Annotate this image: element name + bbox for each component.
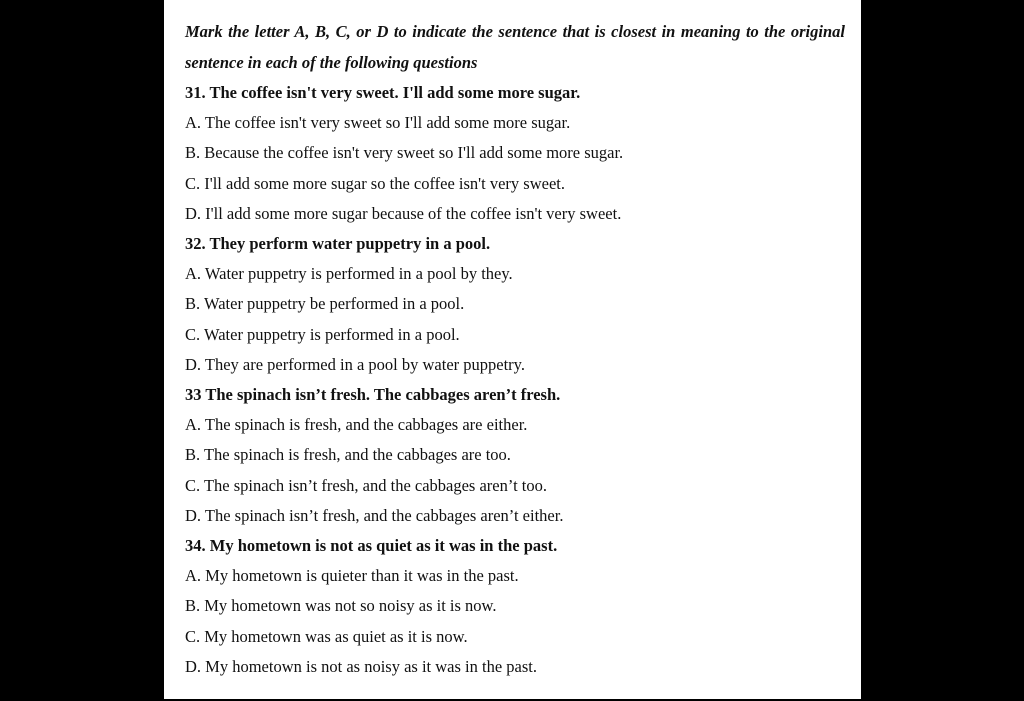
option-33-c: C. The spinach isn’t fresh, and the cabbages aren’t too. [185,475,547,495]
option-34-a: A. My hometown is quieter than it was in the past. [185,566,519,586]
option-34-d: D. My hometown is not as noisy as it was in the past. [185,656,537,676]
option-34-b: B. My hometown was not so noisy as it is now. [185,596,497,616]
option-34-c: C. My hometown was as quiet as it is now. [185,626,468,646]
question-31: 31. The coffee isn't very sweet. I'll add some more sugar. [185,83,581,102]
instruction-text: Mark the letter A, B, C, or D to indicate the sentence that is closest in meaning to the original sentence in each of the following questions [185,22,845,72]
option-33-a: A. The spinach is fresh, and the cabbages are either. [185,415,528,435]
option-31-d: D. I'll add some more sugar because of the coffee isn't very sweet. [185,203,622,223]
option-33-b: B. The spinach is fresh, and the cabbages are too. [185,445,511,465]
option-33-d: D. The spinach isn’t fresh, and the cabbages aren’t either. [185,505,564,525]
question-32: 32. They perform water puppetry in a pool. [185,234,491,254]
question-33: 33 The spinach isn’t fresh. The cabbages aren’t fresh. [185,385,561,405]
document-content [185,17,845,682]
option-32-a: A. Water puppetry is performed in a pool by they. [185,264,513,284]
question-34: 34. My hometown is not as quiet as it was in the past. [185,536,558,556]
option-31-a: A. The coffee isn't very sweet so I'll add some more sugar. [185,113,571,133]
option-31-b: B. Because the coffee isn't very sweet so I'll add some more sugar. [185,143,624,163]
option-32-b: B. Water puppetry be performed in a pool. [185,294,465,314]
option-32-c: C. Water puppetry is performed in a pool. [185,324,460,344]
option-32-d: D. They are performed in a pool by water puppetry. [185,354,525,374]
document-page [164,0,861,699]
option-31-c: C. I'll add some more sugar so the coffee isn't very sweet. [185,173,565,193]
